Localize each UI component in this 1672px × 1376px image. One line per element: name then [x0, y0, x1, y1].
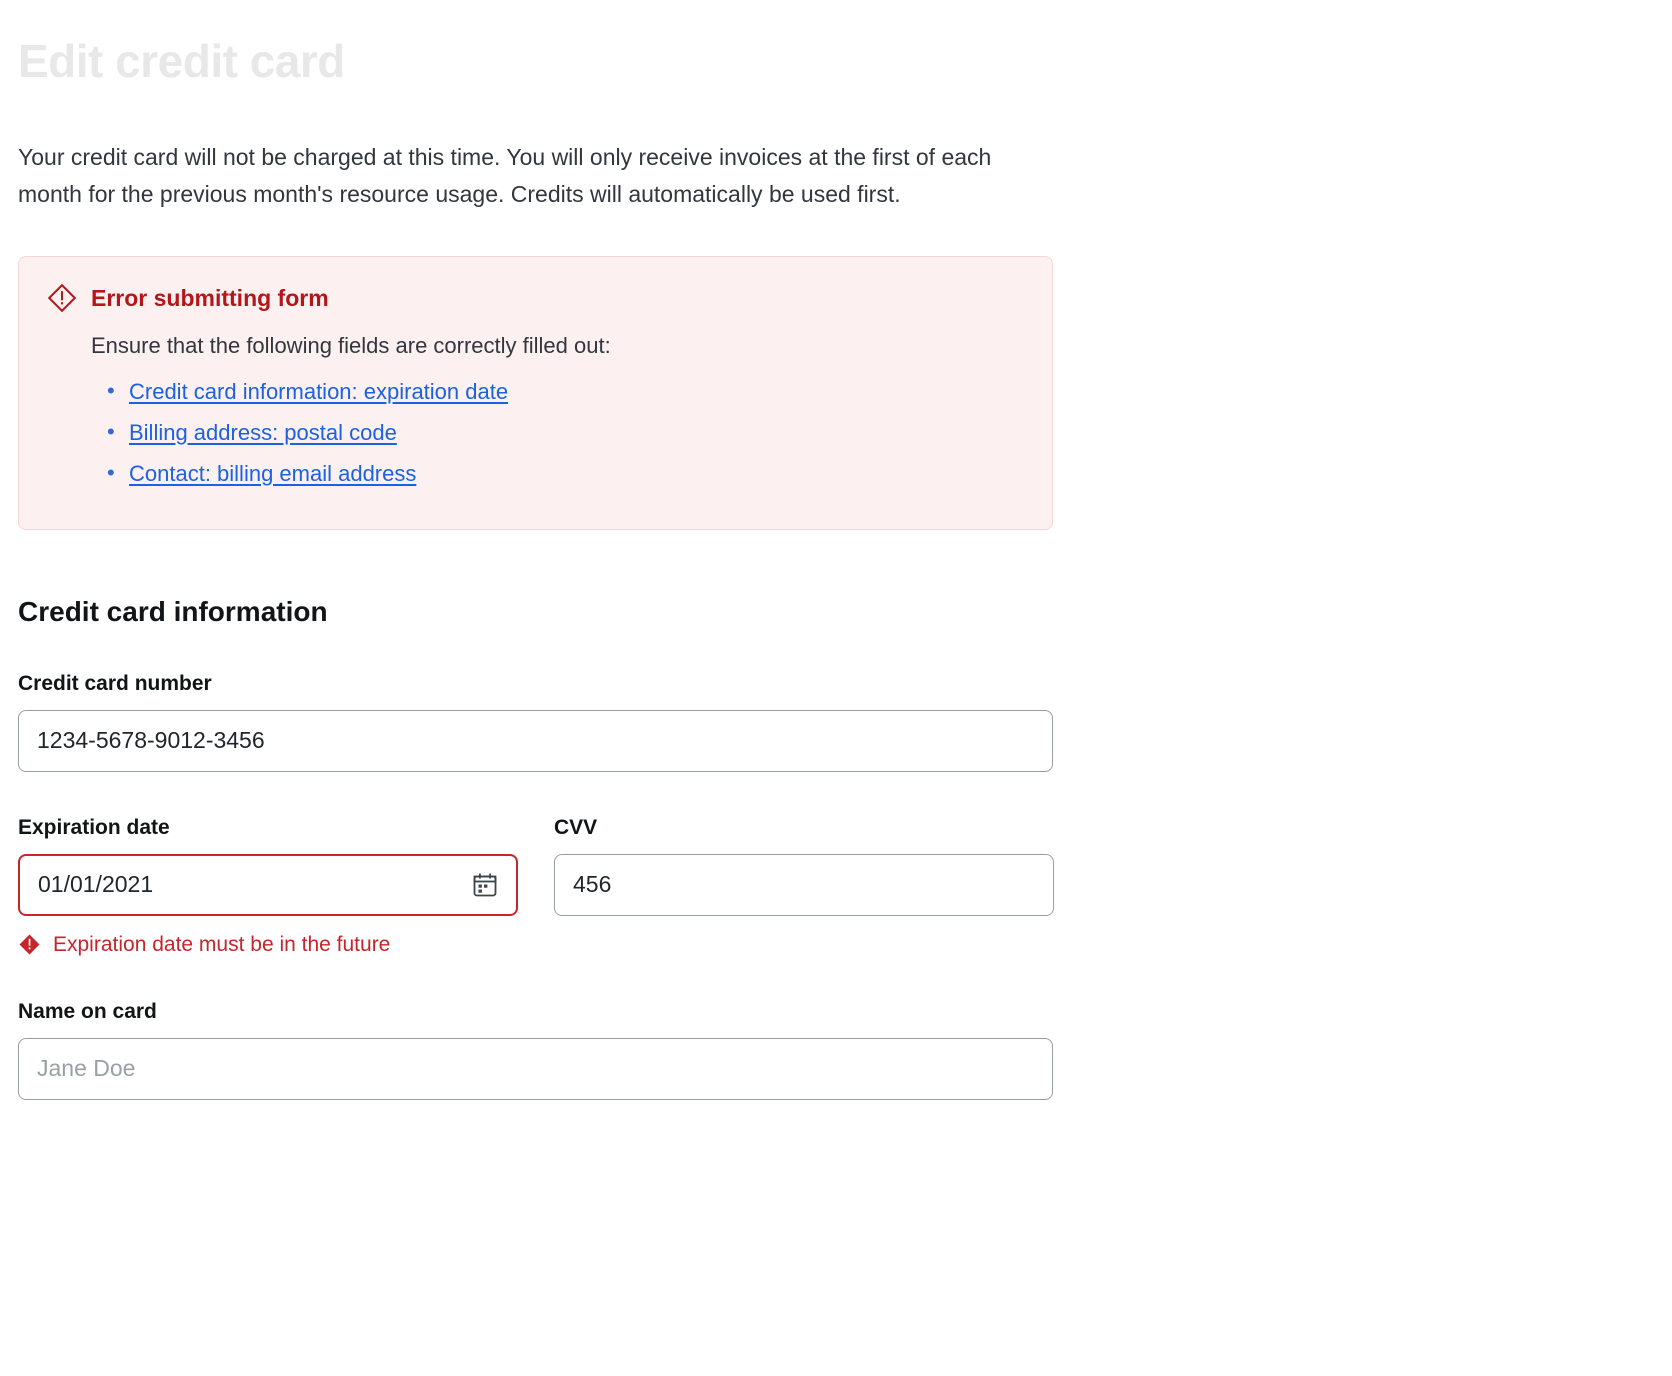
credit-card-number-label: Credit card number	[18, 671, 212, 695]
expiration-cvv-row	[18, 816, 1073, 956]
name-on-card-input[interactable]	[18, 1038, 1053, 1100]
error-banner-link-list	[91, 376, 1024, 490]
error-alert-icon	[18, 933, 41, 956]
error-link-expiration-date[interactable]: Credit card information: expiration date	[129, 378, 509, 404]
error-link-billing-email[interactable]: Contact: billing email address	[129, 460, 417, 486]
error-banner-subtitle: Ensure that the following fields are correctly filled out:	[91, 333, 611, 359]
section-heading-credit-card-information: Credit card information	[18, 595, 328, 627]
list-item	[91, 458, 1024, 490]
page-title: Edit credit card	[18, 35, 345, 87]
expiration-date-error-text: Expiration date must be in the future	[53, 932, 391, 956]
cvv-input[interactable]	[554, 854, 1054, 916]
list-item	[91, 376, 1024, 408]
page-container	[0, 36, 1672, 1100]
field-credit-card-number	[18, 672, 1073, 772]
expiration-date-label: Expiration date	[18, 815, 170, 839]
credit-card-number-input[interactable]	[18, 710, 1053, 772]
expiration-date-input-wrapper	[18, 854, 518, 916]
field-name-on-card	[18, 1000, 1073, 1100]
error-diamond-icon	[47, 283, 77, 313]
field-cvv	[554, 816, 1054, 956]
list-item	[91, 417, 1024, 449]
field-expiration-date	[18, 816, 518, 956]
cvv-label: CVV	[554, 815, 598, 839]
error-link-postal-code[interactable]: Billing address: postal code	[129, 419, 397, 445]
expiration-date-input[interactable]	[18, 854, 518, 916]
error-banner-title: Error submitting form	[91, 284, 329, 311]
name-on-card-label: Name on card	[18, 999, 157, 1023]
error-banner	[18, 256, 1053, 529]
form-content	[18, 36, 1073, 1100]
error-banner-header	[47, 283, 1024, 313]
intro-paragraph: Your credit card will not be charged at this time. You will only receive invoices at the first of each month for the previous month's resource usage. Credits will automatically be used first.	[18, 143, 992, 207]
expiration-date-error	[18, 933, 518, 956]
